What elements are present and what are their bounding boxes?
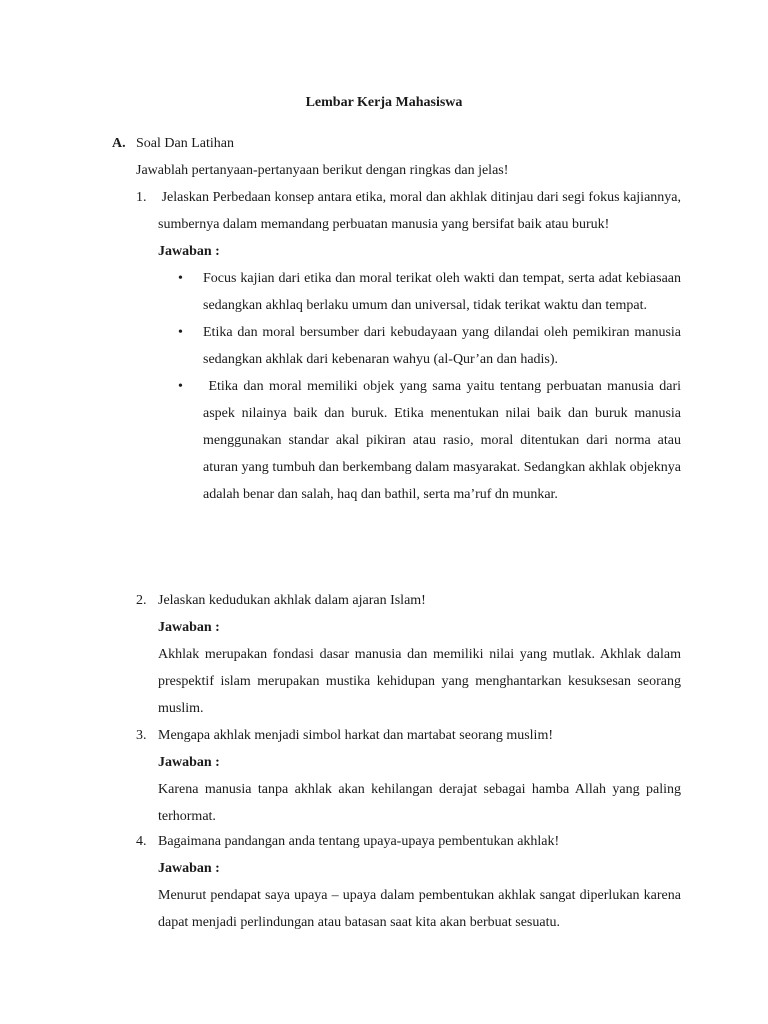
section-title: Soal Dan Latihan <box>136 136 234 151</box>
instruction-text: Jawablah pertanyaan-pertanyaan berikut dengan ringkas dan jelas! <box>136 163 509 178</box>
bullet-text: Etika dan moral memiliki objek yang sama yaitu tentang perbuatan manusia dari aspek nilainya baik dan buruk. Etika menentukan nilai baik dan buruk manusia menggunakan standar akal pikiran atau rasio, moral ditentukan dari norma atau aturan yang tumbuh dan berkembang dalam masyarakat. Sedangkan akhlak objeknya adalah benar dan salah, haq dan bathil, serta ma’ruf dn munkar. <box>203 379 685 502</box>
bullet-text: Etika dan moral bersumber dari kebudayaan yang dilandai oleh pemikiran manusia sedangkan akhlak dari kebenaran wahyu (al-Qur’an dan hadis). <box>203 325 681 367</box>
question-number: 3. <box>136 728 147 743</box>
answer-label: Jawaban : <box>158 620 220 635</box>
question-text: Mengapa akhlak menjadi simbol harkat dan martabat seorang muslim! <box>158 728 553 743</box>
bullet-item <box>158 319 681 373</box>
question-row <box>136 184 685 238</box>
question-text: Jelaskan kedudukan akhlak dalam ajaran Islam! <box>158 593 426 608</box>
bullet-icon: • <box>178 379 183 394</box>
section-letter: A. <box>112 136 126 151</box>
answer-label: Jawaban : <box>158 244 220 259</box>
bullet-item <box>158 373 685 508</box>
question-item <box>136 828 681 936</box>
page-title: Lembar Kerja Mahasiswa <box>305 95 463 110</box>
question-number: 1. <box>136 190 147 205</box>
question-number: 4. <box>136 834 147 849</box>
answer-bullet-list <box>158 265 685 508</box>
question-row <box>136 587 681 614</box>
question-row <box>136 722 681 749</box>
question-item <box>136 722 681 830</box>
answer-label: Jawaban : <box>158 861 220 876</box>
bullet-text: Focus kajian dari etika dan moral terikat oleh wakti dan tempat, serta adat kebiasaan sedangkan akhlaq berlaku umum dan universal, tidak terikat waktu dan tempat. <box>203 271 681 313</box>
answer-text: Karena manusia tanpa akhlak akan kehilangan derajat sebagai hamba Allah yang paling terhormat. <box>158 782 681 824</box>
question-text: Jelaskan Perbedaan konsep antara etika, moral dan akhlak ditinjau dari segi fokus kajiannya, sumbernya dalam memandang perbuatan manusia yang bersifat baik atau buruk! <box>158 190 685 232</box>
question-item <box>136 587 681 722</box>
question-text: Bagaimana pandangan anda tentang upaya-upaya pembentukan akhlak! <box>158 834 560 849</box>
question-row <box>136 828 681 855</box>
bullet-icon: • <box>178 271 183 286</box>
section-heading <box>112 130 692 157</box>
bullet-item <box>158 265 681 319</box>
answer-text: Menurut pendapat saya upaya – upaya dalam pembentukan akhlak sangat diperlukan karena dapat menjadi perlindungan atau batasan saat kita akan berbuat sesuatu. <box>158 888 681 930</box>
answer-text: Akhlak merupakan fondasi dasar manusia dan memiliki nilai yang mutlak. Akhlak dalam prespektif islam merupakan mustika kehidupan yang menghantarkan kesuksesan seorang muslim. <box>158 647 681 716</box>
question-item <box>136 184 685 508</box>
bullet-icon: • <box>178 325 183 340</box>
question-number: 2. <box>136 593 147 608</box>
answer-label: Jawaban : <box>158 755 220 770</box>
